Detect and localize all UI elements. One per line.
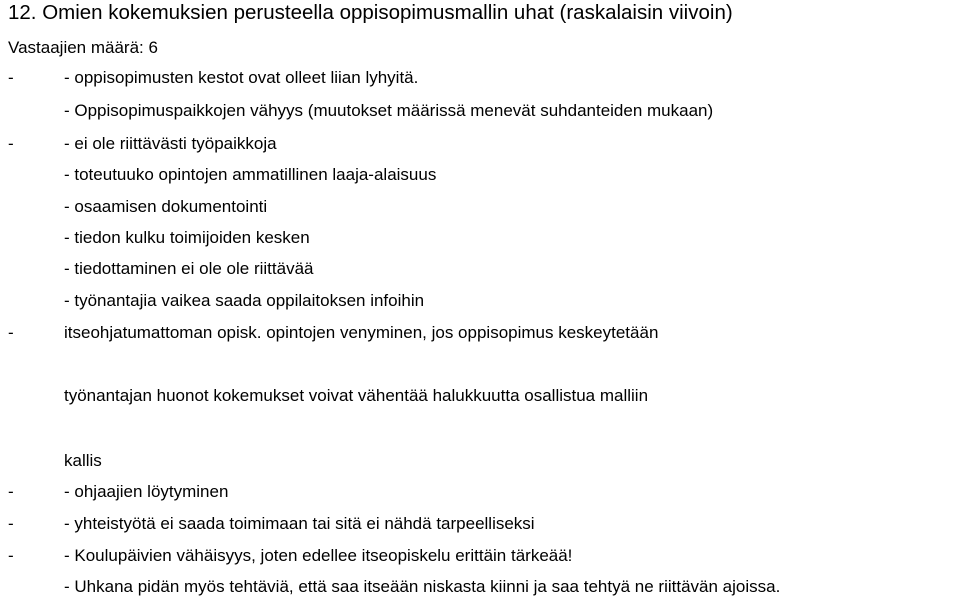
answer-line: - Koulupäivien vähäisyys, joten edellee itseopiskelu erittäin tärkeää! [64,546,573,565]
list-dash: - [8,323,14,342]
answer-line: - yhteistyötä ei saada toimimaan tai sitä ei nähdä tarpeelliseksi [64,514,535,533]
list-dash: - [8,546,14,565]
answer-line: - osaamisen dokumentointi [64,197,268,216]
answer-line: työnantajan huonot kokemukset voivat vähentää halukkuutta osallistua malliin [64,386,649,405]
answer-line: - ei ole riittävästi työpaikkoja [64,134,277,153]
answer-line: - Oppisopimuspaikkojen vähyys (muutokset määrissä menevät suhdanteiden mukaan) [64,101,714,120]
list-dash: - [8,68,14,87]
list-dash: - [8,482,14,501]
list-dash: - [8,514,14,533]
answer-line: - oppisopimusten kestot ovat olleet liian lyhyitä. [64,68,419,87]
respondent-count: Vastaajien määrä: 6 [8,38,158,57]
answer-line: kallis [64,451,102,470]
answer-line: - tiedottaminen ei ole ole riittävää [64,259,314,278]
list-dash: - [8,134,14,153]
answer-line: - Uhkana pidän myös tehtäviä, että saa itseään niskasta kiinni ja saa tehtyä ne riittävän ajoissa. [64,577,781,596]
answer-line: - työnantajia vaikea saada oppilaitoksen infoihin [64,291,425,310]
answer-line: - tiedon kulku toimijoiden kesken [64,228,310,247]
answer-line: itseohjatumattoman opisk. opintojen venyminen, jos oppisopimus keskeytetään [64,323,659,342]
question-heading: 12. Omien kokemuksien perusteella oppisopimusmallin uhat (raskalaisin viivoin) [8,1,733,24]
answer-line: - toteutuuko opintojen ammatillinen laaja-alaisuus [64,165,437,184]
answer-line: - ohjaajien löytyminen [64,482,229,501]
